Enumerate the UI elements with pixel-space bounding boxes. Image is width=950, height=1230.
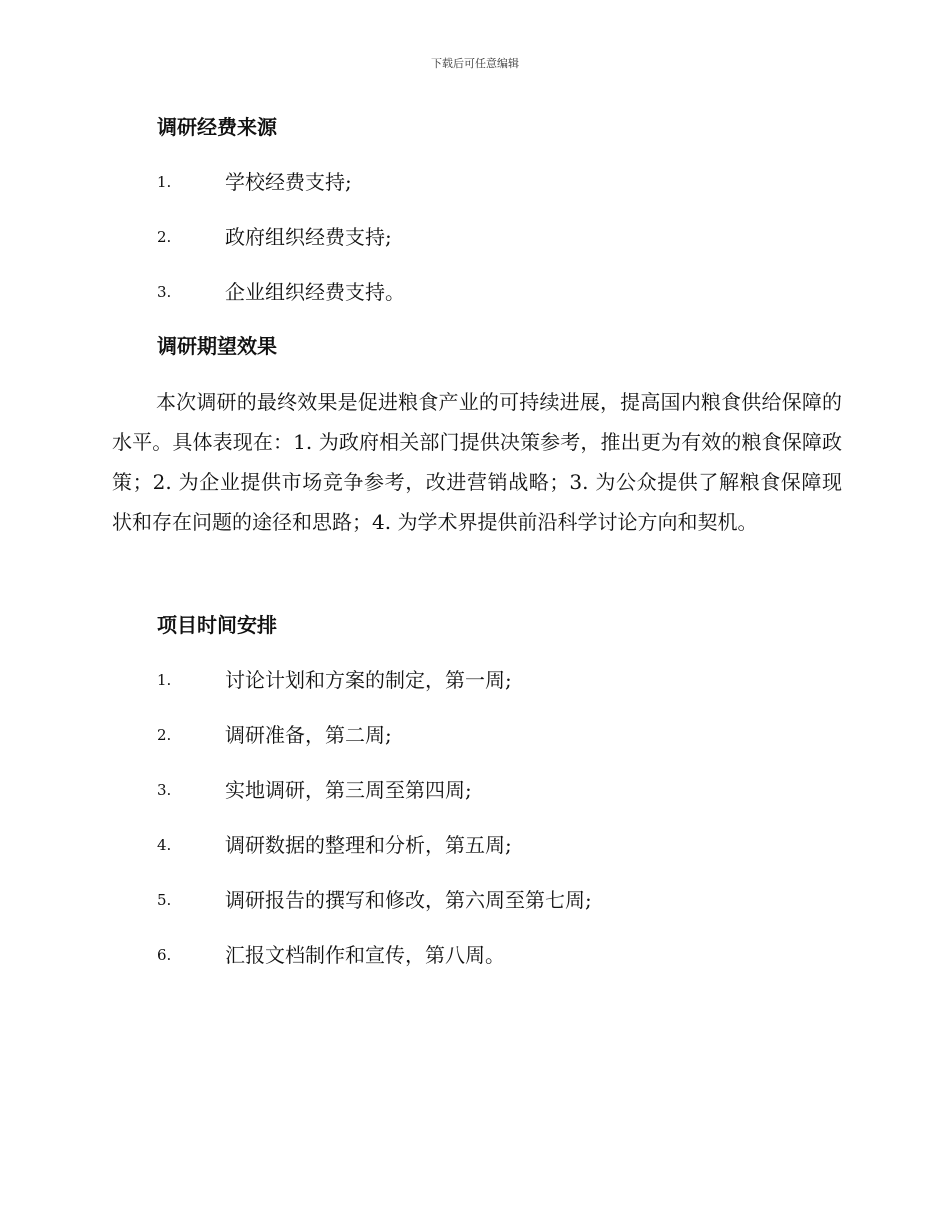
list-number: 1. [157, 671, 172, 689]
list-text: 政府组织经费支持; [225, 225, 392, 249]
list-text: 汇报文档制作和宣传，第八周。 [225, 943, 505, 967]
list-number: 6. [157, 946, 172, 964]
list-number: 3. [157, 781, 172, 799]
header-note: 下载后可任意编辑 [431, 57, 519, 70]
list-number: 2. [157, 228, 172, 246]
list-number: 3. [157, 283, 172, 301]
list-item [0, 278, 950, 306]
list-number: 5. [157, 891, 172, 909]
list-item [0, 721, 950, 749]
list-text: 调研数据的整理和分析，第五周; [225, 833, 512, 857]
list-text: 调研报告的撰写和修改，第六周至第七周; [225, 888, 592, 912]
list-item [0, 831, 950, 859]
expected-paragraph: 本次调研的最终效果是促进粮食产业的可持续进展，提高国内粮食供给保障的水平。具体表现在：1. 为政府相关部门提供决策参考，推出更为有效的粮食保障政策；2. 为企业提供市场竞争参考，改进营销战略；3. 为公众提供了解粮食保障现状和存在问题的途径和思路；4. 为学术界提供前沿科学讨论方向和契机。 [112, 390, 842, 534]
list-item [0, 666, 950, 694]
list-number: 2. [157, 726, 172, 744]
list-item [0, 886, 950, 914]
list-item [0, 776, 950, 804]
list-number: 1. [157, 173, 172, 191]
list-number: 4. [157, 836, 172, 854]
list-item [0, 168, 950, 196]
list-text: 企业组织经费支持。 [225, 280, 405, 304]
list-item [0, 223, 950, 251]
schedule-heading: 项目时间安排 [157, 613, 277, 637]
expected-heading: 调研期望效果 [157, 334, 277, 358]
list-text: 实地调研，第三周至第四周; [225, 778, 472, 802]
list-text: 学校经费支持; [225, 170, 352, 194]
list-text: 调研准备，第二周; [225, 723, 392, 747]
funding-heading: 调研经费来源 [157, 115, 277, 139]
list-item [0, 941, 950, 969]
list-text: 讨论计划和方案的制定，第一周; [225, 668, 512, 692]
